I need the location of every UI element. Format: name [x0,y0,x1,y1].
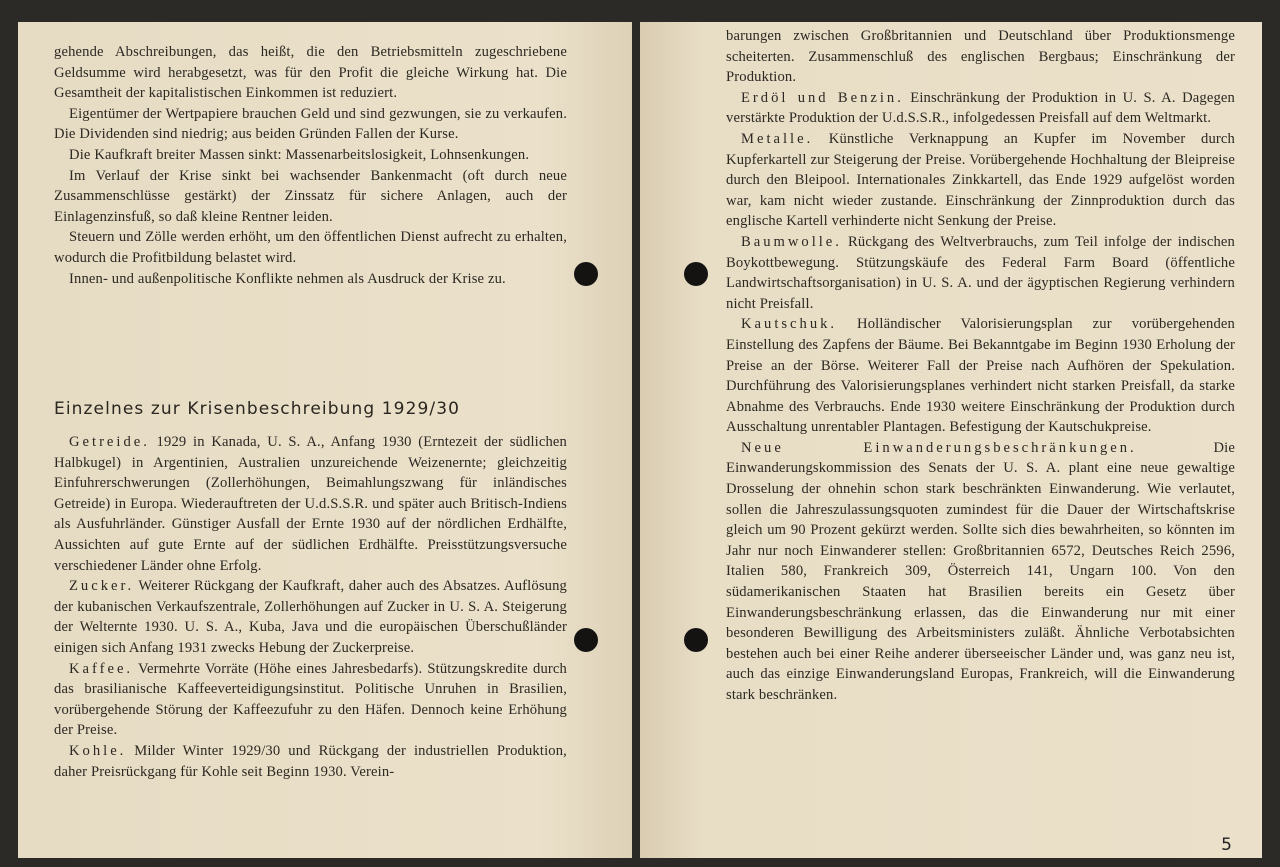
page-number: 5 [1221,835,1232,855]
section-kaffee [54,659,567,741]
section-text: Künstliche Verknappung an Kupfer im November durch Kupferkartell zur Steigerung der Preise. Vorübergehende Hochhaltung der Bleipreise durch den Bleipool. Internationales Zinkkartell, das Ende 1929 aufgelöst worden war, kam nicht wieder zustande. Einschränkung der Zinnproduktion durch das englische Kartell verhinderte nicht Senkung der Preise. [726,130,1235,230]
section-keyword: Kaffee. [69,660,134,677]
section-text: Weiterer Rückgang der Kaufkraft, daher auch des Absatzes. Auflösung der kubanischen Verkaufszentrale, Zollerhöhungen auf Zucker in U. S. A. Steigerung der Welternte 1930. U. S. A., Kuba, Java und die europäischen Überschußländer einigen sich Anfang 1931 zwecks Hebung der Zuckerpreise. [54,578,567,656]
section-text: Einschränkung der Produktion in U. S. A. Dagegen verstärkte Produktion der U.d.S.S.R., infolgedessen Preisfall auf dem Weltmarkt. [726,89,1235,127]
section-text: Die Einwanderungskommission des Senats der U. S. A. plant eine neue gewaltige Drosselung der ohnehin schon stark beschränkten Einwanderung. Wie verlautet, sollen die Jahreszulassungsquoten zumindest für die Dauer der Wirtschaftskrise gleich um 90 Prozent gekürzt werden. Sollte sich dies bewahrheiten, so könnten im Jahr nur noch Einwanderer stellen: Großbritannien 6572, Deutsches Reich 2596, Italien 580, Frankreich 309, Österreich 141, Ungarn 100. Von den südamerikanischen Staaten hat Brasilien bereits ein Gesetz über Einwanderungsbeschränkung erlassen, das die Einwanderung nur mit einer besonderen Bewilligung des Arbeitsministers zuläßt. Ähnliche Verbotabsichten bestehen auch bei einer Reihe anderer überseeischer Länder und, was ganz neu ist, auch das einzige Einwanderungsland Europas, Frankreich, will die Einwanderung stark beschränken. [726,439,1235,703]
section-keyword: Getreide. [69,434,150,450]
section-keyword: Baumwolle. [741,233,842,250]
section-keyword: Metalle. [741,130,814,147]
paragraph: Die Kaufkraft breiter Massen sinkt: Massenarbeitslosigkeit, Lohnsenkungen. [69,146,530,163]
section-keyword: Neue Einwanderungsbeschränkungen. [741,439,1137,456]
paragraph: Eigentümer der Wertpapiere brauchen Geld und sind gezwungen, sie zu verkaufen. Die Dividenden sind niedrig; aus beiden Gründen Fallen der Kurse. [54,105,567,143]
right-page [640,22,1262,858]
binding-hole [684,628,708,652]
section-kohle [54,741,567,782]
section-text: Vermehrte Vorräte (Höhe eines Jahresbedarfs). Stützungskredite durch das brasilianische Kaffeeverteidigungsinstitut. Politische Unruhen in Brasilien, vorübergehende Störung der Kaffeezufuhr zu den Häfen. Dennoch keine Erhöhung der Preise. [54,660,567,739]
right-text [726,26,1235,706]
section-keyword: Erdöl und Benzin. [741,89,904,106]
section-einwanderung [726,438,1235,706]
section-erdoel [726,88,1235,129]
section-text: Milder Winter 1929/30 und Rückgang der industriellen Produktion, daher Preisrückgang für Kohle seit Beginn 1930. Verein- [54,742,567,780]
paragraph: Steuern und Zölle werden erhöht, um den öffentlichen Dienst aufrecht zu erhalten, wodurch die Profitbildung belastet wird. [54,229,567,266]
paragraph: Im Verlauf der Krise sinkt bei wachsender Bankenmacht (oft durch neue Zusammenschlüsse gestärkt) der Zinssatz für sichere Anlagen, auch der Einlagenzinsfuß, so daß kleine Rentner leiden. [54,167,567,225]
section-baumwolle [726,232,1235,314]
section-keyword: Kautschuk. [741,316,838,333]
binding-hole [684,262,708,286]
section-kautschuk [726,314,1235,438]
binding-hole [574,628,598,652]
paragraph: Innen- und außenpolitische Konflikte nehmen als Ausdruck der Krise zu. [69,270,506,287]
left-page [18,22,632,858]
paragraph: barungen zwischen Großbritannien und Deutschland über Produktionsmenge scheiterten. Zusammenschluß des englischen Bergbaus; Einschränkung der Produktion. [726,28,1235,86]
section-keyword: Kohle. [69,742,127,759]
section-text: Holländischer Valorisierungsplan zur vorübergehenden Einstellung des Zapfens der Bäume. Bei Bekanntgabe im Beginn 1930 Erholung der Preise an der Börse. Weiterer Fall der Preise nach Aufhören der Spekulation. Durchführung des Valorisierungsplanes verhindert nicht starken Preisfall, da starke Abnahme des Verbrauchs. Ende 1930 weitere Einschränkung der Produktion durch Ausschaltung unrentabler Plantagen. Befestigung der Kautschukpreise. [726,316,1235,436]
left-sections [54,432,567,782]
paragraph: gehende Abschreibungen, das heißt, die den Betriebsmitteln zugeschriebene Geldsumme wird herabgesetzt, was für den Profit die gleiche Wirkung hat. Die Gesamtheit der kapitalistischen Einkommen ist reduziert. [54,44,567,102]
section-heading: Einzelnes zur Krisenbeschreibung 1929/30 [54,399,461,419]
binding-hole [574,262,598,286]
section-metalle [726,129,1235,232]
section-zucker [54,576,567,658]
section-text: Rückgang des Weltverbrauchs, zum Teil infolge der indischen Boykottbewegung. Stützungskäufe des Federal Farm Board (öffentliche Landwirtschaftsorganisation) in U. S. A. und der ägyptischen Regierung verhindern nicht Preisfall. [726,233,1235,312]
section-keyword: Zucker. [69,578,135,595]
section-text: 1929 in Kanada, U. S. A., Anfang 1930 (Erntezeit der südlichen Halbkugel) in Argentinien, Australien unzureichende Weizenernte; gleichzeitig Einfuhrerschwerungen (Zollerhöhungen, Beimahlungszwang für inländisches Getreide) in Europa. Wiederauftreten der U.d.S.S.R. und später auch Britisch-Indiens als Ausfuhrländer. Günstiger Ausfall der Ernte 1930 auf der nördlichen Erdhälfte, Aussichten auf gute Ernte auf der südlichen Erdhälfte. Preisstützungsversuche verschiedener Länder ohne Erfolg. [54,434,567,574]
section-getreide [54,432,567,576]
left-top-text [54,42,567,289]
